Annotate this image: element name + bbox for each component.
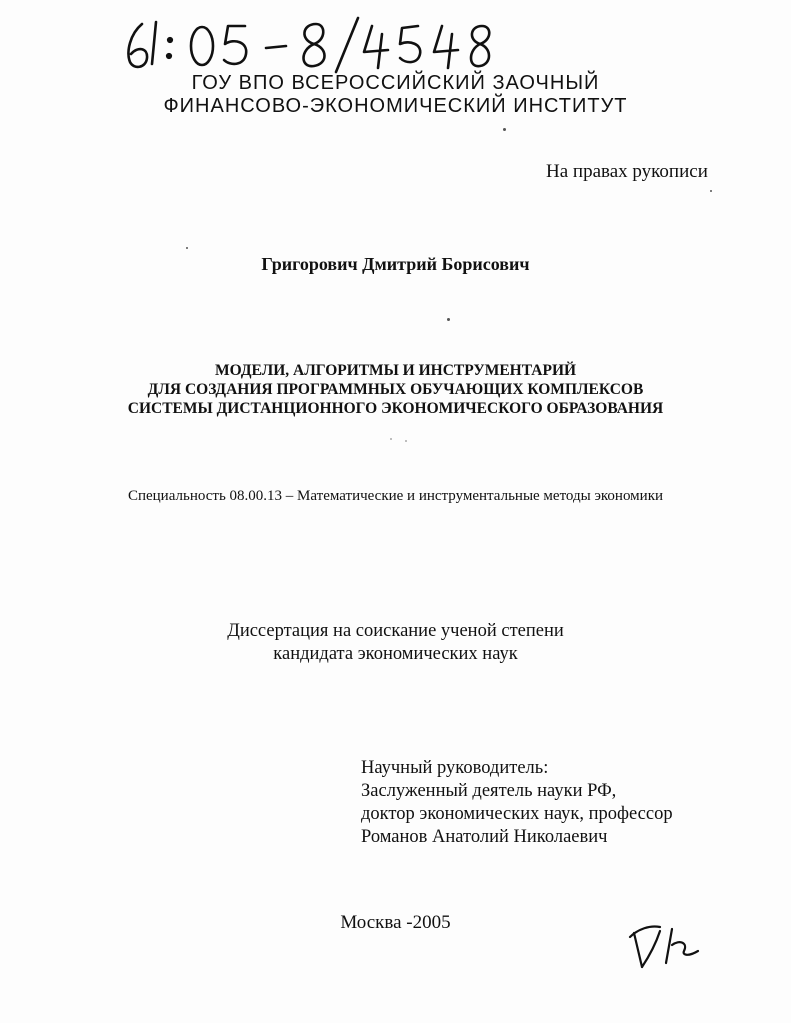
city-year: Москва -2005 <box>340 912 451 933</box>
specialty-line: Специальность 08.00.13 – Математические и инструментальные методы экономики <box>127 488 664 504</box>
scan-speck <box>710 190 712 192</box>
scan-speck <box>447 318 450 321</box>
dissertation-title-line3: СИСТЕМЫ ДИСТАНЦИОННОГО ЭКОНОМИЧЕСКОГО ОБРАЗОВАНИЯ <box>127 400 664 417</box>
advisor-honor: Заслуженный деятель науки РФ, <box>361 781 617 801</box>
advisor-degree: доктор экономических наук, профессор <box>361 804 673 824</box>
institute-name-line1: ГОУ ВПО ВСЕРОССИЙСКИЙ ЗАОЧНЫЙ <box>191 72 600 94</box>
degree-line2: кандидата экономических наук <box>273 644 518 664</box>
handwritten-archive-number <box>120 14 500 76</box>
author-name: Григорович Дмитрий Борисович <box>261 254 530 274</box>
scan-speck <box>503 128 506 131</box>
dissertation-title-line2: ДЛЯ СОЗДАНИЯ ПРОГРАММНЫХ ОБУЧАЮЩИХ КОМПЛЕКСОВ <box>147 381 644 398</box>
rights-notice: На правах рукописи <box>546 161 708 182</box>
dissertation-title-line1: МОДЕЛИ, АЛГОРИТМЫ И ИНСТРУМЕНТАРИЙ <box>214 362 577 379</box>
degree-line1: Диссертация на соискание ученой степени <box>227 621 564 641</box>
advisor-name: Романов Анатолий Николаевич <box>361 827 608 847</box>
institute-name-line2: ФИНАНСОВО-ЭКОНОМИЧЕСКИЙ ИНСТИТУТ <box>163 95 628 117</box>
scan-speck <box>186 247 188 249</box>
scan-speck <box>405 440 407 442</box>
scan-speck <box>390 438 392 440</box>
advisor-heading: Научный руководитель: <box>361 758 549 778</box>
signature-mark <box>620 915 710 975</box>
